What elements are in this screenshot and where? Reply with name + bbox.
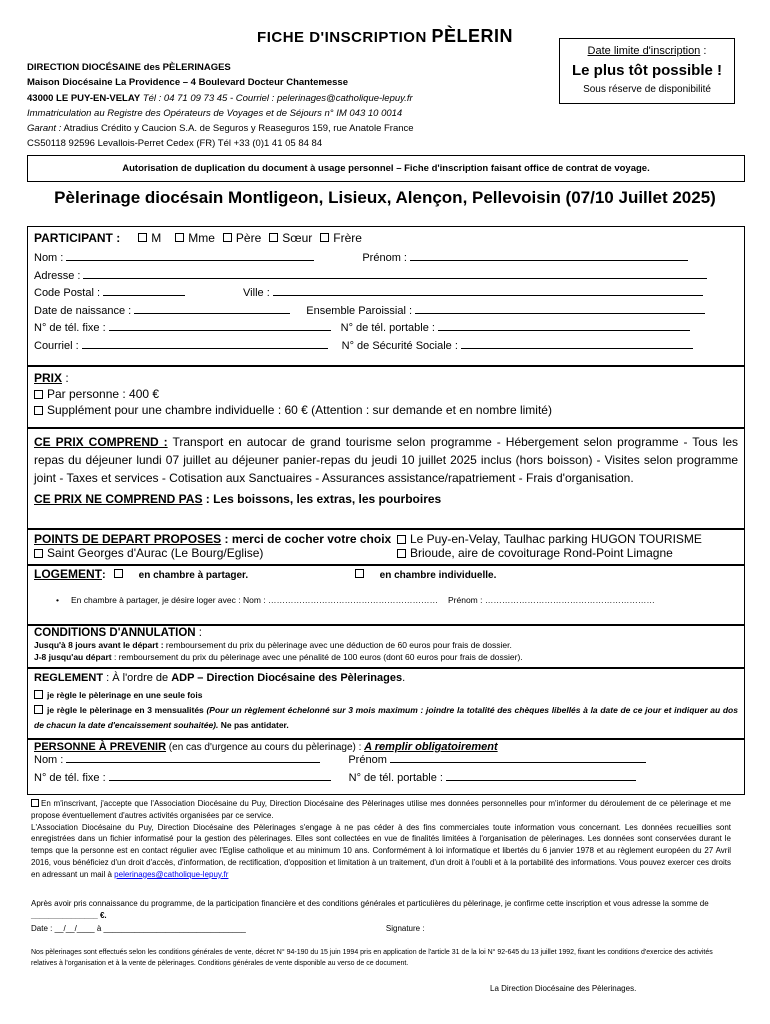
depart-row-1	[34, 532, 738, 546]
reglement-heading-mid: : À l'ordre de	[103, 672, 172, 684]
reglement-option-2-note: Ne pas antidater.	[218, 720, 289, 730]
checkbox-frere[interactable]	[320, 233, 329, 242]
tel-portable-field[interactable]	[438, 321, 690, 331]
prevenir-nom-field[interactable]	[66, 753, 320, 763]
deadline-label-suffix: :	[700, 45, 707, 57]
reglement-checkbox-2[interactable]	[34, 705, 43, 714]
reglement-heading-dot: .	[402, 672, 406, 684]
depart-checkbox-2[interactable]	[34, 549, 43, 558]
comprend-body: Transport en autocar de grand tourisme selon programme - Hébergement selon programme - Tous les repas du déjeuner lundi 07 juillet au déjeuner panier-repas du jeudi 10 juillet 2025 inclus (hors boisson) - Visites selon programme joint - Taxes et services - Cotisation aux Sanctuaires - Assurances assistance/rapatriement - Frais d'organisation.	[34, 435, 738, 485]
bullet-dot: •	[56, 595, 59, 605]
reglement-option-2-detail: (Pour un règlement échelonné sur 3 mois maximum : joindre la totalité des chèques libellés à la date de ce jour et indiquer au dos de chacun la date d'encaissement souhaitée).	[34, 705, 738, 730]
name-row	[34, 251, 738, 269]
annulation-heading: CONDITIONS D'ANNULATION	[34, 627, 196, 639]
postal-row	[34, 286, 738, 304]
depart-heading-row	[34, 532, 397, 546]
deadline-box	[559, 38, 735, 104]
org-name: DIRECTION DIOCÉSAINE des PÈLERINAGES	[27, 62, 231, 73]
confirmation-text	[31, 898, 731, 922]
title-soeur-label: Sœur	[282, 231, 313, 245]
exclude-body: : Les boissons, les extras, les pourboires	[202, 492, 442, 506]
tel-fixe-field[interactable]	[109, 321, 331, 331]
annulation-line-1-text: remboursement du prix du pèlerinage avec une déduction de 60 euros pour frais de dossier.	[163, 640, 512, 650]
prix-checkbox-2[interactable]	[34, 406, 43, 415]
depart-option-2	[34, 546, 397, 560]
prevenir-name-row	[34, 753, 738, 771]
depart-checkbox-3[interactable]	[397, 549, 406, 558]
reglement-section	[27, 668, 745, 739]
prenom-label: Prénom :	[362, 252, 407, 264]
participant-heading: PARTICIPANT :	[34, 231, 121, 245]
deadline-value: Le plus tôt possible !	[571, 62, 722, 79]
org-guarantor-address: CS50118 92596 Levallois-Perret Cedex (FR) Tél +33 (0)1 41 05 84 84	[27, 138, 323, 150]
pilgrimage-title: Pèlerinage diocésain Montligeon, Lisieux, Alençon, Pellevoisin (07/10 Juillet 2025)	[54, 188, 716, 207]
logement-heading: LOGEMENT	[34, 567, 102, 581]
reglement-option-2	[34, 703, 738, 733]
legal-consent-text: En m'inscrivant, j'accepte que l'Association Diocésaine du Puy, Direction Diocésaine des Pèlerinages utilise mes données personnelles pour m'informer du déroulement de ce pèlerinage et me propose éventuellement d'autres activités organisées par ce service.	[31, 799, 731, 820]
depart-row-2	[34, 546, 738, 560]
prix-heading: PRIX	[34, 371, 63, 385]
nom-field[interactable]	[66, 251, 314, 261]
exclude-heading: CE PRIX NE COMPREND PAS	[34, 492, 203, 506]
prix-section	[27, 366, 745, 428]
address-row	[34, 269, 738, 287]
title-prefix: FICHE D'INSCRIPTION	[257, 29, 427, 46]
prevenir-tel-portable-field[interactable]	[446, 771, 636, 781]
depart-section	[27, 529, 745, 565]
prix-option-2	[34, 403, 738, 417]
prix-heading-row	[34, 371, 738, 385]
signature-label: Signature :	[385, 923, 425, 933]
adresse-label: Adresse :	[34, 269, 81, 282]
amount-field[interactable]: _______________ €.	[31, 910, 107, 920]
checkbox-soeur[interactable]	[269, 233, 278, 242]
logement-checkbox-individuelle[interactable]	[355, 569, 364, 578]
reglement-option-2-label: je règle le pèlerinage en 3 mensualités	[47, 705, 207, 715]
consent-checkbox[interactable]	[31, 799, 39, 807]
closing-signature: La Direction Diocésaine des Pèlerinages.	[490, 984, 637, 993]
prix-heading-suffix: :	[62, 371, 69, 385]
legal-consent	[31, 798, 731, 822]
tel-fixe-label: N° de tél. fixe :	[34, 322, 106, 334]
legal-notice	[31, 798, 731, 881]
annulation-heading-suffix: :	[195, 627, 202, 639]
annulation-line-2	[34, 651, 738, 663]
org-phone-email: Tél : 04 71 09 73 45 - Courriel : pelerinages@catholique-lepuy.fr	[142, 92, 413, 104]
annulation-heading-row	[34, 627, 738, 639]
courriel-label: Courriel :	[34, 339, 79, 352]
deadline-note: Sous réserve de disponibilité	[583, 84, 711, 95]
authorisation-banner: Autorisation de duplication du document à usage personnel – Fiche d'inscription faisant office de contrat de voyage.	[27, 155, 745, 182]
reglement-heading-row	[34, 670, 738, 687]
birth-row	[34, 304, 738, 322]
depart-heading: POINTS DE DEPART PROPOSES	[34, 532, 222, 546]
depart-option-3-label: Brioude, aire de covoiturage Rond-Point Limagne	[410, 546, 673, 560]
checkbox-pere[interactable]	[223, 233, 232, 242]
annulation-line-1	[34, 639, 738, 651]
prevenir-nom-label: Nom :	[34, 754, 64, 766]
date-naissance-label: Date de naissance :	[34, 304, 132, 317]
title-mme-label: Mme	[188, 231, 215, 245]
prevenir-section	[27, 739, 745, 795]
reglement-heading: REGLEMENT	[34, 672, 104, 684]
logement-heading-suffix: :	[102, 569, 106, 581]
depart-checkbox-1[interactable]	[397, 535, 406, 544]
phone-row	[34, 321, 738, 339]
prix-option-1-label: Par personne : 400 €	[47, 387, 160, 401]
prevenir-heading-row	[34, 741, 738, 753]
logement-partage-label: en chambre à partager.	[138, 570, 249, 581]
checkbox-mme[interactable]	[175, 233, 184, 242]
annulation-line-1-label: Jusqu'à 8 jours avant le départ :	[34, 640, 164, 650]
annulation-section	[27, 625, 745, 668]
prevenir-heading: PERSONNE À PREVENIR	[34, 741, 167, 753]
logement-section	[27, 565, 745, 625]
title-pere-label: Père	[235, 231, 262, 245]
org-contact	[27, 91, 547, 106]
prix-checkbox-1[interactable]	[34, 390, 43, 399]
prevenir-tel-portable-label: N° de tél. portable :	[348, 771, 443, 784]
checkbox-m[interactable]	[138, 233, 147, 242]
participant-section	[27, 226, 745, 366]
reglement-option-1-label: je règle le pèlerinage en une seule fois	[47, 689, 203, 700]
organisation-block	[27, 60, 547, 152]
prenom-field[interactable]	[410, 251, 688, 261]
tel-portable-label: N° de tél. portable :	[340, 322, 435, 334]
depart-heading-suffix: : merci de cocher votre choix	[221, 532, 392, 546]
org-guarantor	[27, 121, 547, 136]
org-address: Maison Diocésaine La Providence – 4 Boulevard Docteur Chantemesse	[27, 77, 349, 89]
courriel-field[interactable]	[82, 339, 328, 349]
deadline-label: Date limite d'inscription	[587, 45, 701, 57]
prevenir-phone-row	[34, 771, 738, 789]
secu-field[interactable]	[461, 339, 693, 349]
reglement-payee: ADP – Direction Diocésaine des Pèlerinages	[171, 672, 403, 684]
logement-bullet-prenom: Prénom : ……………………………………………………	[448, 595, 655, 605]
logement-bullet-text: En chambre à partager, je désire loger avec : Nom : ……………………………………………………	[70, 595, 438, 605]
depart-option-2-label: Saint Georges d'Aurac (Le Bourg/Eglise)	[47, 546, 264, 560]
prix-option-2-label: Supplément pour une chambre individuelle : 60 € (Attention : sur demande et en nombre limité)	[47, 403, 552, 417]
prix-option-1	[34, 387, 738, 401]
code-postal-field[interactable]	[103, 286, 185, 296]
nom-label: Nom :	[34, 252, 64, 264]
adresse-field[interactable]	[83, 269, 707, 279]
logement-checkbox-partage[interactable]	[114, 569, 123, 578]
ensemble-label: Ensemble Paroissial :	[306, 304, 413, 317]
prevenir-prenom-field[interactable]	[390, 753, 646, 763]
org-city: 43000 LE PUY-EN-VELAY	[27, 92, 141, 104]
depart-option-3	[397, 546, 673, 560]
prevenir-heading-mid: (en cas d'urgence au cours du pèlerinage) :	[166, 742, 365, 753]
ensemble-field[interactable]	[415, 304, 705, 314]
logement-individuelle-label: en chambre individuelle.	[379, 570, 497, 581]
title-frere-label: Frère	[333, 231, 362, 245]
logement-row	[34, 567, 738, 581]
guarantor-text: Atradius Crédito y Caucion S.A. de Seguros y Reaseguros 159, rue Anatole France	[63, 123, 414, 135]
annulation-line-2-label: J-8 jusqu'au départ	[34, 652, 112, 662]
date-signature-row	[31, 923, 731, 935]
ville-label: Ville :	[243, 287, 270, 299]
confirmation-block	[31, 898, 731, 934]
reglement-option-1	[34, 687, 738, 704]
confirmation-sentence: Après avoir pris connaissance du programme, de la participation financière et des conditions générales et particulières du pèlerinage, je confirme cette inscription et vous adresse la somme de	[31, 899, 709, 908]
depart-option-1-label: Le Puy-en-Velay, Taulhac parking HUGON TOURISME	[410, 532, 702, 546]
guarantor-label: Garant :	[27, 123, 62, 135]
email-row	[34, 339, 738, 357]
date-naissance-field[interactable]	[134, 304, 290, 314]
legal-email-link[interactable]: pelerinages@catholique-lepuy.fr	[114, 869, 229, 879]
prevenir-tel-fixe-field[interactable]	[109, 771, 331, 781]
prevenir-prenom-label: Prénom	[348, 754, 387, 766]
legal-rgpd-text: L'Association Diocésaine du Puy, Direction Diocésaine des Pèlerinages s'engage à ne pas céder à des fins commerciales toute information vous concernant. Les données recueillies sont enregistrées dans un fichier informatisé pour la gestion des pèlerinages. Elles sont collectées en vue de finalités limitées à l'organisation de pèlerinages. Les données sont conservées durant le temps que la personne est en contact régulier avec l'Eglise catholique et au minimum 10 ans. Conformément à loi informatique et libertés du 6 janvier 1978 et au règlement européen du 27 Avril 2016, vous bénéficiez d'un droit d'accès, d'information, de rectification, d'opposition et limitation à un traitement, d'un droit à l'oubli et à la portabilité des informations. Vous pouvez exercer ces droits en adressant un mail à	[31, 822, 731, 879]
exclude-text	[34, 490, 738, 508]
comprend-section	[27, 428, 745, 529]
legal-rgpd	[31, 822, 731, 881]
comprend-text	[34, 433, 738, 487]
org-registration: Immatriculation au Registre des Opérateurs de Voyages et de Séjours n° IM 043 10 0014	[27, 107, 403, 119]
prevenir-tel-fixe-label: N° de tél. fixe :	[34, 771, 106, 784]
code-postal-label: Code Postal :	[34, 287, 101, 299]
title-m-label: M	[151, 231, 162, 245]
terms-footer: Nos pèlerinages sont effectués selon les conditions générales de vente, décret N° 94-190 du 15 juin 1994 pris en application de l'article 31 de la loi N° 92-645 du 13 juillet 1992, fixant les conditions d'exercice des activités relatives à l'organisation et à la vente de pèlerinages. Conditions générales de vente disponible au verso de ce document.	[31, 949, 713, 967]
date-place-field[interactable]: Date : __/__/____ à ________________________________	[31, 923, 246, 933]
deadline-label-row	[560, 45, 734, 57]
secu-label: N° de Sécurité Sociale :	[341, 339, 458, 352]
logement-bullet	[34, 595, 738, 605]
comprend-heading: CE PRIX COMPREND :	[34, 435, 168, 449]
prevenir-required-note: A remplir obligatoirement	[364, 741, 498, 753]
depart-option-1	[397, 532, 702, 546]
title-word: PÈLERIN	[431, 26, 513, 46]
ville-field[interactable]	[273, 286, 703, 296]
participant-title-row	[34, 231, 738, 251]
reglement-checkbox-1[interactable]	[34, 690, 43, 699]
annulation-line-2-text: : remboursement du prix du pèlerinage avec une pénalité de 100 euros (dont 60 euros pour frais de dossier).	[111, 652, 523, 662]
